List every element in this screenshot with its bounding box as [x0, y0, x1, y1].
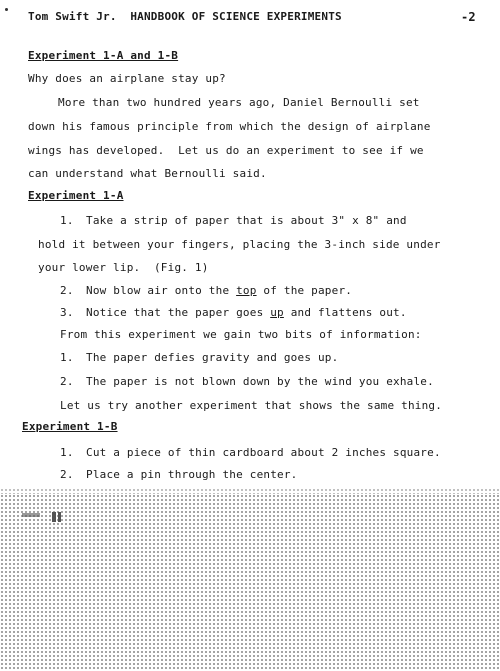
- step-text: Take a strip of paper that is about 3" x 8" and: [86, 214, 407, 227]
- question-line: Why does an airplane stay up?: [28, 72, 226, 85]
- info-text: The paper defies gravity and goes up.: [86, 351, 339, 364]
- scan-artifact: [22, 513, 40, 517]
- scan-noise-region: [0, 494, 500, 671]
- step-number: 2.: [60, 468, 74, 481]
- step-text: Notice that the paper goes up and flattens out.: [86, 306, 407, 319]
- step-text: Place a pin through the center.: [86, 468, 298, 481]
- step-text: your lower lip. (Fig. 1): [38, 261, 209, 274]
- step-text: hold it between your fingers, placing the 3-inch side under: [38, 238, 441, 251]
- intro-line: can understand what Bernoulli said.: [28, 167, 267, 180]
- section-heading: Experiment 1-A and 1-B: [28, 49, 179, 62]
- step-number: 3.: [60, 306, 74, 319]
- intro-line: More than two hundred years ago, Daniel Bernoulli set: [58, 96, 420, 109]
- info-number: 1.: [60, 351, 74, 364]
- step-number: 1.: [60, 446, 74, 459]
- closing-line: Let us try another experiment that shows the same thing.: [60, 399, 443, 412]
- emphasis-word: up: [270, 306, 284, 319]
- experiment-b-heading: Experiment 1-B: [22, 420, 118, 433]
- info-intro: From this experiment we gain two bits of information:: [60, 328, 422, 341]
- scan-artifact: [52, 512, 56, 522]
- step-text: Cut a piece of thin cardboard about 2 inches square.: [86, 446, 441, 459]
- page-number: -2: [461, 10, 476, 24]
- experiment-a-heading: Experiment 1-A: [28, 189, 124, 202]
- step-number: 1.: [60, 214, 74, 227]
- info-text: The paper is not blown down by the wind you exhale.: [86, 375, 434, 388]
- scan-artifact: [58, 512, 61, 522]
- step-number: 2.: [60, 284, 74, 297]
- intro-line: wings has developed. Let us do an experiment to see if we: [28, 144, 424, 157]
- document-header-title: Tom Swift Jr. HANDBOOK OF SCIENCE EXPERIMENTS: [28, 10, 342, 23]
- info-number: 2.: [60, 375, 74, 388]
- step-text: Now blow air onto the top of the paper.: [86, 284, 353, 297]
- margin-mark: [5, 8, 8, 11]
- emphasis-word: top: [236, 284, 257, 297]
- intro-line: down his famous principle from which the design of airplane: [28, 120, 431, 133]
